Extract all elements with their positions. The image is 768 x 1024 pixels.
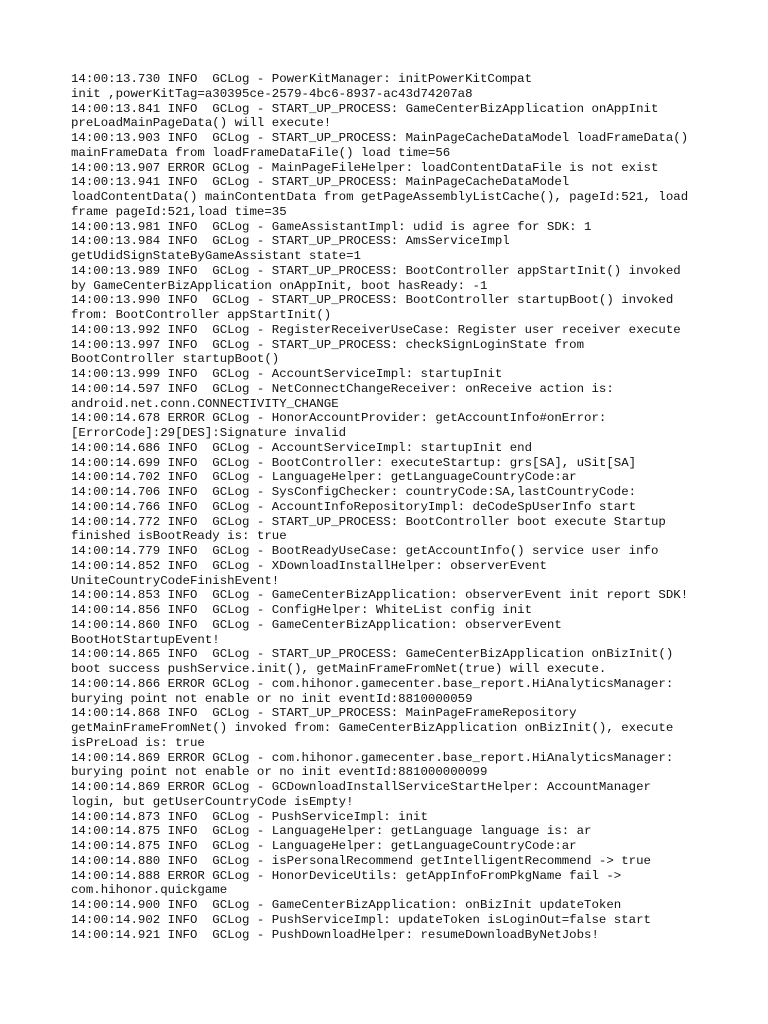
log-line: 14:00:14.852 INFO GCLog - XDownloadInstallHelper: observerEvent	[71, 558, 547, 573]
log-line: 14:00:13.992 INFO GCLog - RegisterReceiverUseCase: Register user receiver execute	[71, 322, 681, 337]
log-line: 14:00:14.702 INFO GCLog - LanguageHelper: getLanguageCountryCode:ar	[71, 470, 577, 485]
log-line: 14:00:14.853 INFO GCLog - GameCenterBizApplication: observerEvent init report SDK!	[71, 588, 689, 603]
log-line: 14:00:14.597 INFO GCLog - NetConnectChangeReceiver: onReceive action is:	[71, 381, 614, 396]
log-line: 14:00:13.984 INFO GCLog - START_UP_PROCESS: AmsServiceImpl	[71, 234, 510, 249]
log-line: mainFrameData from loadFrameDataFile() load time=56	[71, 145, 451, 160]
log-line: BootController startupBoot()	[71, 352, 280, 367]
log-line: 14:00:14.678 ERROR GCLog - HonorAccountProvider: getAccountInfo#onError:	[71, 411, 607, 426]
log-line: 14:00:14.766 INFO GCLog - AccountInfoRepositoryImpl: deCodeSpUserInfo start	[71, 499, 637, 514]
log-line: 14:00:14.772 INFO GCLog - START_UP_PROCESS: BootController boot execute Startup	[71, 514, 666, 529]
log-line: from: BootController appStartInit()	[71, 308, 332, 322]
log-line: 14:00:14.888 ERROR GCLog - HonorDeviceUtils: getAppInfoFromPkgName fail ->	[71, 868, 622, 883]
log-line: 14:00:14.706 INFO GCLog - SysConfigChecker: countryCode:SA,lastCountryCode:	[71, 485, 637, 499]
log-line: preLoadMainPageData() will execute!	[71, 116, 332, 131]
log-line: 14:00:13.981 INFO GCLog - GameAssistantImpl: udid is agree for SDK: 1	[71, 219, 592, 234]
log-line: [ErrorCode]:29[DES]:Signature invalid	[71, 426, 347, 440]
log-line: 14:00:14.869 ERROR GCLog - com.hihonor.gamecenter.base_report.HiAnalyticsManager:	[71, 750, 674, 765]
log-line: 14:00:14.921 INFO GCLog - PushDownloadHelper: resumeDownloadByNetJobs!	[71, 927, 599, 942]
log-line: boot success pushService.init(), getMainFrameFromNet(true) will execute.	[71, 662, 607, 676]
log-line: 14:00:14.875 INFO GCLog - LanguageHelper: getLanguageCountryCode:ar	[71, 839, 577, 853]
log-line: by GameCenterBizApplication onAppInit, boot hasReady: -1	[71, 278, 488, 293]
log-line: 14:00:13.730 INFO GCLog - PowerKitManager: initPowerKitCompat	[71, 72, 533, 86]
log-line: android.net.conn.CONNECTIVITY_CHANGE	[71, 396, 339, 411]
log-line: 14:00:13.941 INFO GCLog - START_UP_PROCESS: MainPageCacheDataModel	[71, 175, 570, 190]
log-line: 14:00:14.856 INFO GCLog - ConfigHelper: WhiteList config init	[71, 603, 533, 617]
log-line: loadContentData() mainContentData from getPageAssemblyListCache(), pageId:521, load	[71, 190, 689, 204]
log-line: 14:00:14.900 INFO GCLog - GameCenterBizApplication: onBizInit updateToken	[71, 898, 622, 912]
log-document	[71, 72, 731, 942]
log-line: 14:00:14.779 INFO GCLog - BootReadyUseCase: getAccountInfo() service user info	[71, 544, 659, 558]
log-line: 14:00:13.841 INFO GCLog - START_UP_PROCESS: GameCenterBizApplication onAppInit	[71, 101, 659, 116]
log-line: 14:00:13.999 INFO GCLog - AccountServiceImpl: startupInit	[71, 367, 503, 381]
log-line: finished isBootReady is: true	[71, 529, 287, 544]
log-line: getMainFrameFromNet() invoked from: GameCenterBizApplication onBizInit(), execute	[71, 721, 674, 735]
log-line: 14:00:14.686 INFO GCLog - AccountServiceImpl: startupInit end	[71, 440, 533, 455]
log-line: 14:00:14.868 INFO GCLog - START_UP_PROCESS: MainPageFrameRepository	[71, 706, 577, 721]
log-line: 14:00:13.989 INFO GCLog - START_UP_PROCESS: BootController appStartInit() invoked	[71, 263, 681, 278]
log-line: UniteCountryCodeFinishEvent!	[71, 573, 280, 588]
log-line: burying point not enable or no init eventId:8810000059	[71, 691, 473, 706]
log-line: 14:00:14.875 INFO GCLog - LanguageHelper: getLanguage language is: ar	[71, 824, 592, 839]
log-line: burying point not enable or no init eventId:881000000099	[71, 765, 488, 780]
log-line: 14:00:14.860 INFO GCLog - GameCenterBizApplication: observerEvent	[71, 617, 562, 632]
log-line: frame pageId:521,load time=35	[71, 204, 287, 219]
log-line: 14:00:14.865 INFO GCLog - START_UP_PROCESS: GameCenterBizApplication onBizInit()	[71, 647, 674, 662]
log-line: init ,powerKitTag=a30395ce-2579-4bc6-8937-ac43d74207a8	[71, 86, 473, 101]
log-line: 14:00:14.873 INFO GCLog - PushServiceImpl: init	[71, 809, 428, 824]
log-line: 14:00:14.869 ERROR GCLog - GCDownloadInstallServiceStartHelper: AccountManager	[71, 780, 651, 794]
log-line: 14:00:14.866 ERROR GCLog - com.hihonor.gamecenter.base_report.HiAnalyticsManager:	[71, 676, 674, 691]
log-line: 14:00:13.990 INFO GCLog - START_UP_PROCESS: BootController startupBoot() invoked	[71, 293, 674, 308]
log-line: com.hihonor.quickgame	[71, 883, 228, 898]
log-line: isPreLoad is: true	[71, 735, 205, 750]
log-line: BootHotStartupEvent!	[71, 632, 220, 647]
log-line: login, but getUserCountryCode isEmpty!	[71, 794, 354, 809]
log-line: 14:00:13.907 ERROR GCLog - MainPageFileHelper: loadContentDataFile is not exist	[71, 160, 659, 175]
log-line: 14:00:14.880 INFO GCLog - isPersonalRecommend getIntelligentRecommend -> true	[71, 853, 651, 868]
log-line: 14:00:14.699 INFO GCLog - BootController: executeStartup: grs[SA], uSit[SA]	[71, 455, 637, 470]
log-line: 14:00:14.902 INFO GCLog - PushServiceImpl: updateToken isLoginOut=false start	[71, 912, 651, 927]
log-line: 14:00:13.997 INFO GCLog - START_UP_PROCESS: checkSignLoginState from	[71, 337, 585, 352]
log-line: 14:00:13.903 INFO GCLog - START_UP_PROCESS: MainPageCacheDataModel loadFrameData()	[71, 131, 689, 145]
log-line: getUdidSignStateByGameAssistant state=1	[71, 249, 361, 263]
